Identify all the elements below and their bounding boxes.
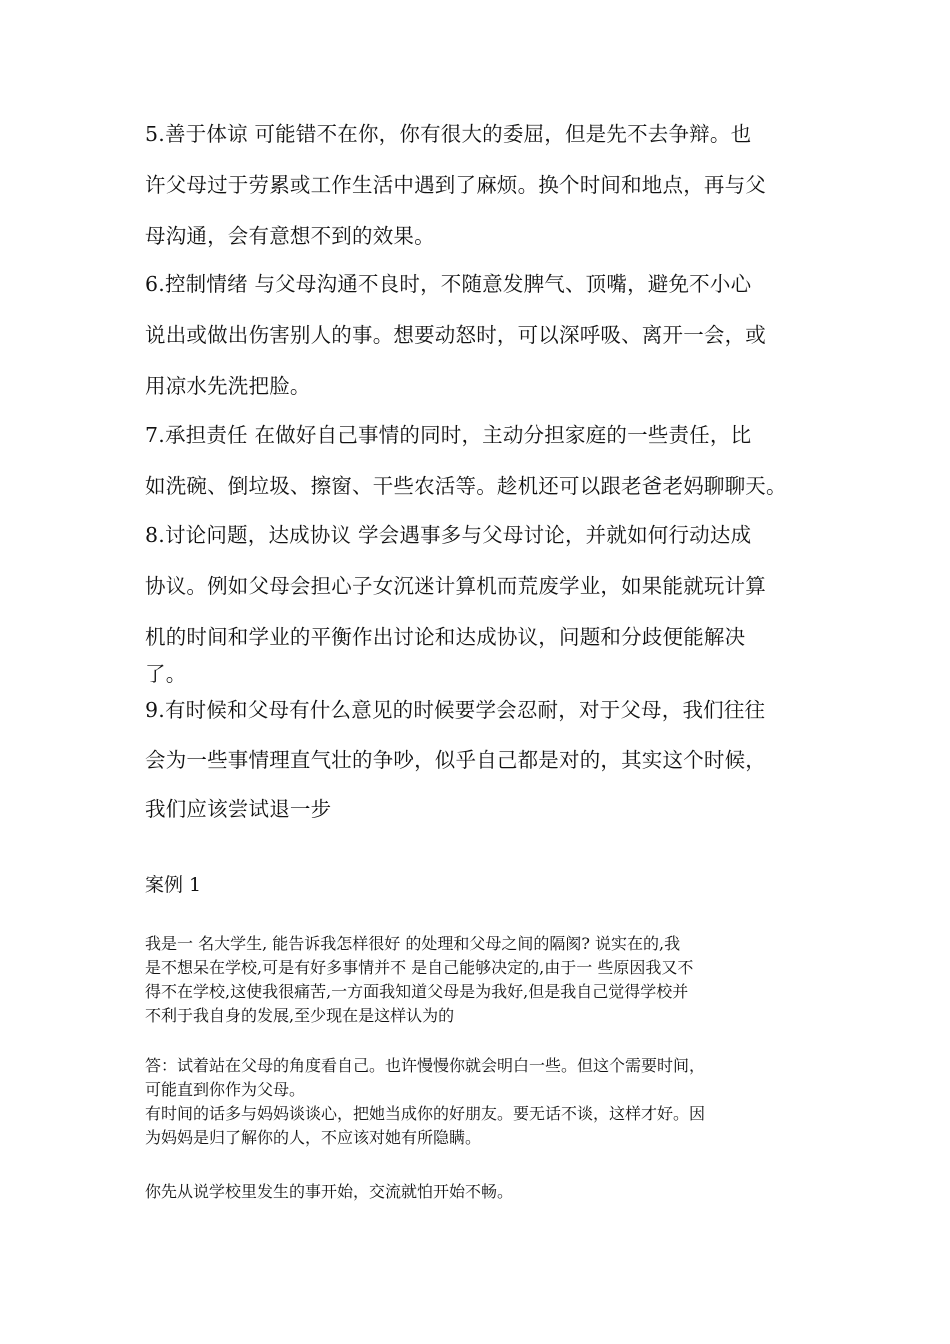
point-8-line-4: 了。 — [145, 662, 187, 686]
case-title: 案例 1 — [145, 874, 202, 896]
point-7-line-1: 7.承担责任 在做好自己事情的同时，主动分担家庭的一些责任，比 — [145, 423, 752, 447]
point-8-line-1: 8.讨论问题，达成协议 学会遇事多与父母讨论，并就如何行动达成 — [145, 523, 752, 547]
case-answer-line-3: 有时间的话多与妈妈谈谈心，把她当成你的好朋友。要无话不谈，这样才好。因 — [145, 1104, 706, 1123]
point-5-line-3: 母沟通，会有意想不到的效果。 — [145, 224, 435, 248]
case-question-line-2: 是不想呆在学校,可是有好多事情并不 是自己能够决定的,由于一 些原因我又不 — [145, 958, 694, 977]
case-answer-line-2: 可能直到你作为父母。 — [145, 1080, 306, 1099]
point-6-line-1: 6.控制情绪 与父母沟通不良时，不随意发脾气、顶嘴，避免不小心 — [145, 272, 752, 296]
case-answer-line-1: 答：试着站在父母的角度看自己。也许慢慢你就会明白一些。但这个需要时间， — [145, 1056, 706, 1075]
point-6-line-3: 用凉水先洗把脸。 — [145, 374, 311, 398]
case-question-line-4: 不利于我自身的发展,至少现在是这样认为的 — [145, 1006, 455, 1025]
point-9-line-1: 9.有时候和父母有什么意见的时候要学会忍耐，对于父母，我们往往 — [145, 698, 766, 722]
point-5-line-1: 5.善于体谅 可能错不在你，你有很大的委屈，但是先不去争辩。也 — [145, 122, 752, 146]
point-9-line-2: 会为一些事情理直气壮的争吵，似乎自己都是对的，其实这个时候， — [145, 748, 766, 772]
point-7-line-2: 如洗碗、倒垃圾、擦窗、干些农活等。趁机还可以跟老爸老妈聊聊天。 — [145, 474, 787, 498]
point-6-line-2: 说出或做出伤害别人的事。想要动怒时，可以深呼吸、离开一会，或 — [145, 323, 766, 347]
case-question-line-3: 得不在学校,这使我很痛苦,一方面我知道父母是为我好,但是我自己觉得学校并 — [145, 982, 689, 1001]
point-8-line-2: 协议。例如父母会担心子女沉迷计算机而荒废学业，如果能就玩计算 — [145, 574, 766, 598]
point-5-line-2: 许父母过于劳累或工作生活中遇到了麻烦。换个时间和地点，再与父 — [145, 173, 766, 197]
point-9-line-3: 我们应该尝试退一步 — [145, 797, 332, 821]
case-answer-line-4: 为妈妈是归了解你的人，不应该对她有所隐瞒。 — [145, 1128, 482, 1147]
case-question-line-1: 我是一 名大学生, 能告诉我怎样很好 的处理和父母之间的隔阂? 说实在的,我 — [145, 934, 681, 953]
point-8-line-3: 机的时间和学业的平衡作出讨论和达成协议，问题和分歧便能解决 — [145, 625, 746, 649]
case-closing-line: 你先从说学校里发生的事开始，交流就怕开始不畅。 — [145, 1182, 514, 1201]
